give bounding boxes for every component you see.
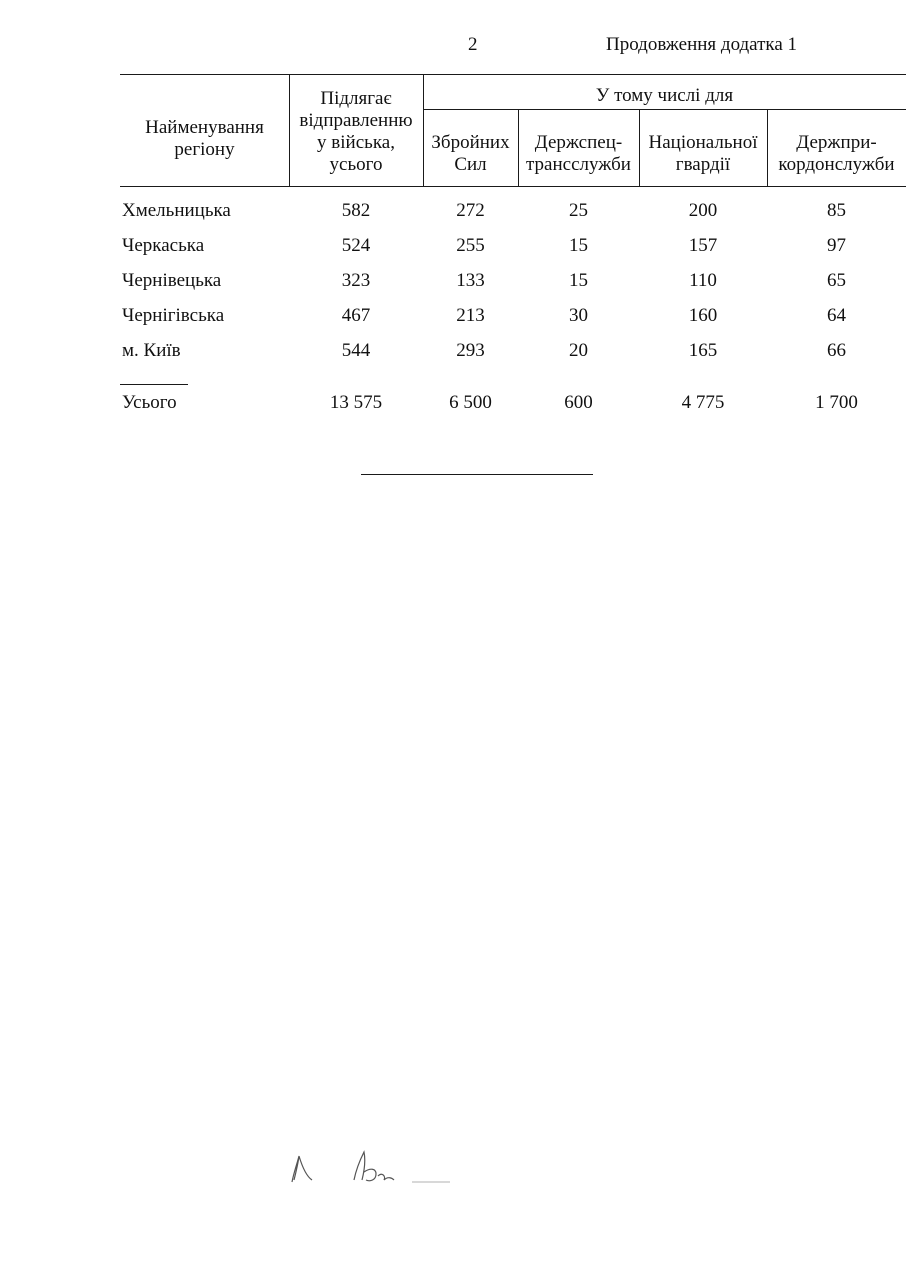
region-name: м. Київ bbox=[122, 340, 181, 361]
totals-armed: 6 500 bbox=[449, 392, 492, 413]
border-value: 65 bbox=[827, 270, 846, 291]
armed-value: 213 bbox=[456, 305, 485, 326]
region-name: Чернівецька bbox=[122, 270, 222, 291]
header-border-service bbox=[767, 132, 906, 176]
header-guard-line: Національної bbox=[648, 132, 758, 153]
header-total-line: Підлягає bbox=[320, 88, 392, 109]
region-name: Хмельницька bbox=[122, 200, 231, 221]
header-group: У тому числі для bbox=[595, 85, 734, 106]
header-region bbox=[120, 117, 289, 161]
header-total-line: усього bbox=[329, 154, 383, 175]
header-transport-service bbox=[518, 132, 639, 176]
totals-transport: 600 bbox=[564, 392, 593, 413]
header-armed-line: Сил bbox=[454, 154, 487, 175]
armed-value: 272 bbox=[456, 200, 485, 221]
header-armed-forces bbox=[423, 132, 518, 176]
border-value: 85 bbox=[827, 200, 846, 221]
border-value: 64 bbox=[827, 305, 846, 326]
header-border-line: кордонслужби bbox=[778, 154, 895, 175]
header-border-line: Держпри- bbox=[796, 132, 877, 153]
border-value: 97 bbox=[827, 235, 846, 256]
armed-value: 293 bbox=[456, 340, 485, 361]
transport-value: 15 bbox=[569, 235, 588, 256]
transport-value: 15 bbox=[569, 270, 588, 291]
transport-value: 30 bbox=[569, 305, 588, 326]
signature-mark bbox=[282, 1142, 452, 1192]
header-guard-line: гвардії bbox=[675, 154, 731, 175]
region-name: Чернігівська bbox=[122, 305, 225, 326]
transport-value: 20 bbox=[569, 340, 588, 361]
header-region-line: регіону bbox=[174, 139, 235, 160]
continuation-label: Продовження додатка 1 bbox=[606, 34, 798, 55]
header-total-line: відправленню bbox=[299, 110, 413, 131]
guard-value: 165 bbox=[688, 340, 718, 361]
total-value: 467 bbox=[341, 305, 371, 326]
end-of-table-rule bbox=[361, 474, 593, 475]
total-value: 323 bbox=[341, 270, 371, 291]
header-armed-line: Збройних bbox=[431, 132, 510, 153]
total-value: 544 bbox=[341, 340, 371, 361]
armed-value: 255 bbox=[456, 235, 485, 256]
guard-value: 200 bbox=[688, 200, 718, 221]
armed-value: 133 bbox=[456, 270, 485, 291]
totals-border: 1 700 bbox=[815, 392, 858, 413]
guard-value: 157 bbox=[688, 235, 718, 256]
transport-value: 25 bbox=[569, 200, 588, 221]
totals-separator bbox=[120, 384, 188, 385]
guard-value: 160 bbox=[688, 305, 718, 326]
page-number: 2 bbox=[468, 34, 478, 55]
totals-total: 13 575 bbox=[329, 392, 383, 413]
header-region-line: Найменування bbox=[145, 117, 264, 138]
total-value: 582 bbox=[341, 200, 371, 221]
table-top-rule bbox=[120, 74, 906, 75]
totals-guard: 4 775 bbox=[681, 392, 725, 413]
header-total-line: у війська, bbox=[317, 132, 395, 153]
border-value: 66 bbox=[827, 340, 846, 361]
header-national-guard bbox=[639, 132, 767, 176]
group-header-rule bbox=[423, 109, 906, 110]
header-transport-line: Держспец- bbox=[534, 132, 623, 153]
header-bottom-rule bbox=[120, 186, 906, 187]
header-transport-line: трансслужби bbox=[526, 154, 631, 175]
totals-label: Усього bbox=[122, 392, 177, 413]
total-value: 524 bbox=[341, 235, 371, 256]
header-total bbox=[289, 88, 423, 176]
region-name: Черкаська bbox=[122, 235, 205, 256]
guard-value: 110 bbox=[689, 270, 717, 291]
